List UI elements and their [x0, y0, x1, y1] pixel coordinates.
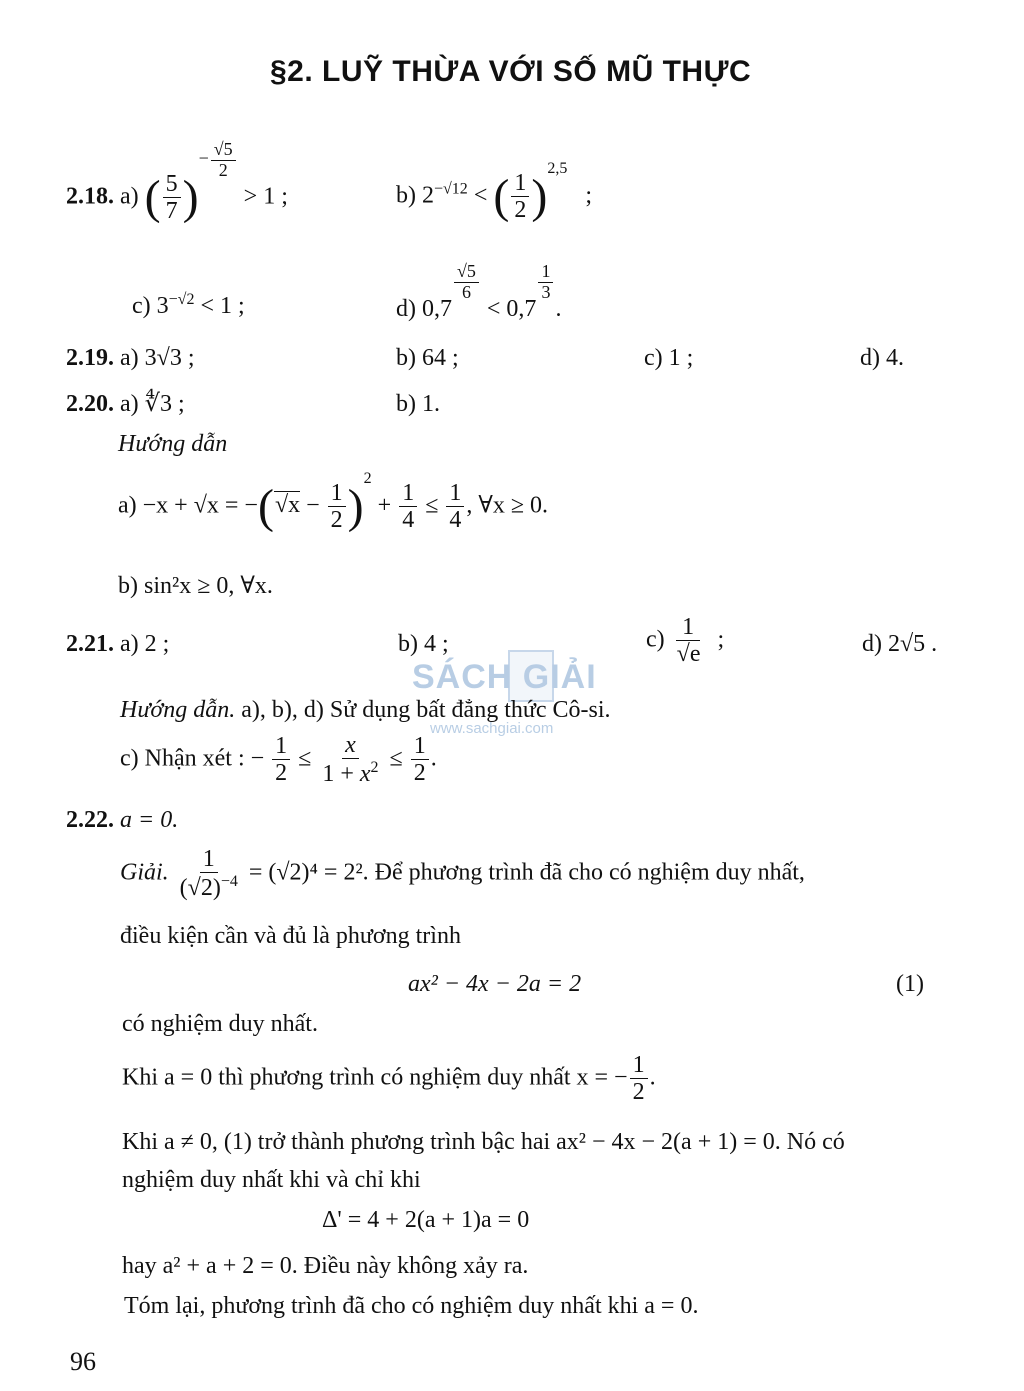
- exponent: −√12: [434, 180, 468, 198]
- problem-number: 2.21.: [66, 631, 114, 657]
- fraction: $\frac{1}{4}$: [446, 480, 464, 534]
- problem-2-19: [66, 344, 194, 373]
- problem-number: 2.22.: [66, 807, 114, 833]
- exponent-fraction: $\frac{√5}{6}$: [454, 262, 479, 303]
- solution-line-2: điều kiện cần và đủ là phương trình: [120, 923, 461, 949]
- paren: (: [257, 479, 274, 533]
- hint-line-b: b) sin²x ≥ 0, ∀x.: [118, 573, 273, 599]
- solution-line-1: [120, 846, 805, 902]
- part-label: a): [120, 183, 139, 210]
- solution-text: = (√2)⁴ = 2². Để phương trình đã cho có nghiệm duy nhất,: [248, 859, 805, 886]
- problem-2-18-b: b) $2^{-√12}$ < ( $\frac{1}{2}$ )$^{2,5}$ ;: [396, 160, 592, 224]
- solution-line-4: Khi a = 0 thì phương trình có nghiệm duy nhất x = − $\frac{1}{2}$ .: [122, 1052, 656, 1106]
- fraction: $\frac{1}{(√2)^{-4}}$: [179, 846, 238, 902]
- solution-text: Khi a = 0 thì phương trình có nghiệm duy nhất x = −: [122, 1064, 628, 1091]
- part-a: a) 3√3 ;: [120, 345, 195, 371]
- paren: ): [347, 479, 364, 533]
- hint-line-a: a) −x + √x = −(√x − $\frac{1}{2}$ )$^2$ + $\frac{1}{4}$ ≤ $\frac{1}{4}$ , ∀x ≥ 0.: [118, 470, 549, 534]
- note-label: c) Nhận xét :: [120, 745, 245, 772]
- problem-2-22: [66, 806, 178, 835]
- paren: (: [144, 170, 161, 224]
- part-text: c) 3: [132, 293, 169, 319]
- problem-2-18-a: [66, 139, 288, 225]
- fraction: $\frac{1}{2}$: [328, 480, 346, 534]
- radical: √x: [274, 492, 301, 519]
- fraction: $\frac{1}{2}$: [272, 733, 290, 787]
- solution-line-8: Tóm lại, phương trình đã cho có nghiệm duy nhất khi a = 0.: [124, 1293, 699, 1319]
- fraction: $\frac{1}{4}$: [399, 480, 417, 534]
- problem-2-20-b: b) 1.: [396, 391, 440, 417]
- expression-text: , ∀x ≥ 0.: [466, 492, 549, 519]
- watermark-text: SÁCH GIẢI: [412, 658, 597, 696]
- problem-number: 2.18.: [66, 183, 114, 210]
- part-label: c): [646, 626, 665, 653]
- equation-1: ax² − 4x − 2a = 2: [408, 971, 582, 997]
- watermark-url: www.sachgiai.com: [430, 720, 554, 737]
- fraction: $\frac{1}{2}$: [411, 733, 429, 787]
- paren: (: [493, 169, 510, 223]
- problem-2-21-d: d) 2√5 .: [862, 631, 938, 657]
- fraction: $\frac{1}{2}$: [511, 170, 529, 224]
- part-tail: < 1 ;: [200, 293, 245, 319]
- exponent: 2,5: [547, 160, 568, 178]
- fraction: $\frac{x}{1 + x^2}$: [322, 732, 379, 788]
- hint-label: Hướng dẫn.: [120, 697, 236, 723]
- hint-text: a), b), d) Sử dụng bất đẳng thức Cô-si.: [241, 697, 611, 723]
- fraction: $\frac{5}{7}$: [163, 171, 181, 225]
- hint-2-21: [120, 696, 611, 725]
- paren: ): [182, 170, 199, 224]
- problem-2-18-d: [396, 261, 562, 322]
- problem-2-18-c: [132, 290, 245, 321]
- part-a: a) 2 ;: [120, 631, 170, 657]
- exponent: 2: [363, 470, 372, 488]
- page-title: §2. LUỸ THỪA VỚI SỐ MŨ THỰC: [270, 55, 752, 88]
- problem-2-19-c: c) 1 ;: [644, 345, 694, 371]
- expression-text: a) −x + √x = −: [118, 492, 258, 519]
- part-tail: ;: [585, 182, 592, 209]
- solution-line-5: Khi a ≠ 0, (1) trở thành phương trình bậc hai ax² − 4x − 2(a + 1) = 0. Nó có: [122, 1129, 845, 1155]
- exponent-fraction: $\frac{1}{3}$: [538, 262, 553, 303]
- part-text: < 0,7: [486, 295, 537, 322]
- part-label: b) 2: [396, 182, 434, 209]
- solution-label: Giải.: [120, 859, 169, 886]
- solution-line-7: hay a² + a + 2 = 0. Điều này không xảy ra.: [122, 1253, 529, 1279]
- problem-number: 2.19.: [66, 345, 114, 371]
- part-text: .: [555, 295, 562, 322]
- problem-2-19-d: d) 4.: [860, 345, 904, 371]
- problem-2-21-b: b) 4 ;: [398, 631, 449, 657]
- exponent: − √5 2: [199, 148, 238, 168]
- part-a: a) ∜3 ;: [120, 391, 185, 417]
- problem-number: 2.20.: [66, 391, 114, 417]
- problem-2-20: [66, 390, 185, 419]
- hint-heading: Hướng dẫn: [118, 431, 228, 457]
- solution-line-3: có nghiệm duy nhất.: [122, 1011, 318, 1037]
- problem-2-21: [66, 630, 169, 659]
- note-2-21-c: c) Nhận xét : − $\frac{1}{2}$ ≤ $\frac{x}{1 + x^2}$ ≤ $\frac{1}{2}$ .: [120, 732, 437, 788]
- delta-equation: Δ' = 4 + 2(a + 1)a = 0: [322, 1207, 530, 1233]
- part-tail: ;: [717, 626, 725, 653]
- part-tail: > 1 ;: [243, 183, 288, 210]
- fraction: $\frac{1}{√e}$: [676, 614, 701, 668]
- part-text: d) 0,7: [396, 295, 452, 322]
- problem-2-19-b: b) 64 ;: [396, 345, 459, 371]
- page-number: 96: [70, 1347, 96, 1376]
- solution-line-6: nghiệm duy nhất khi và chỉ khi: [122, 1167, 421, 1193]
- paren: ): [531, 169, 548, 223]
- exponent: −√2: [168, 291, 195, 308]
- fraction: $\frac{1}{2}$: [630, 1052, 648, 1106]
- problem-2-21-c: [646, 614, 724, 668]
- answer: a = 0.: [120, 807, 179, 833]
- equation-tag: (1): [896, 971, 924, 997]
